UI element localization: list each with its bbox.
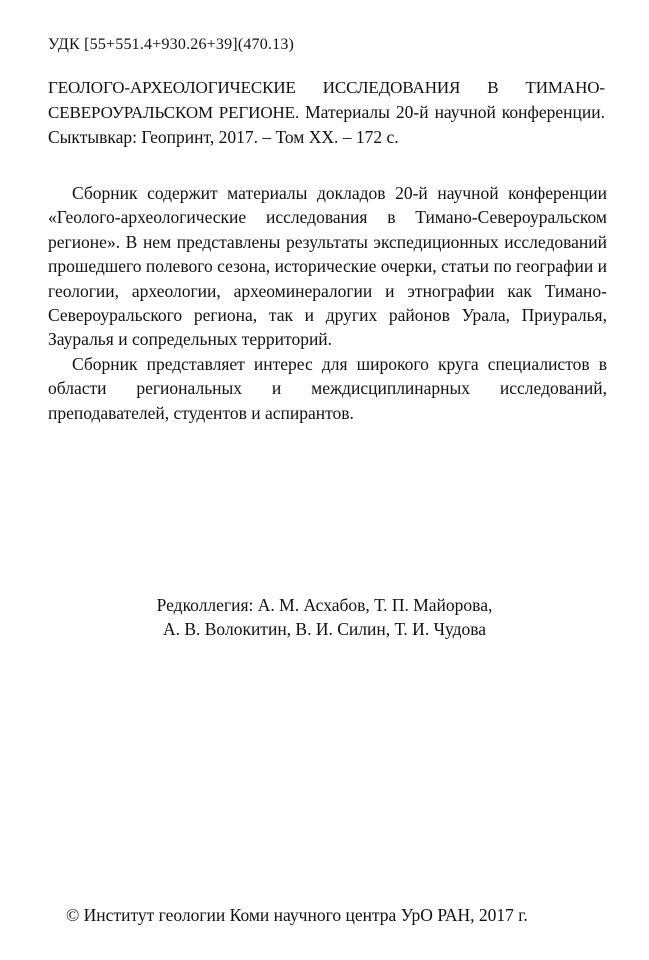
- abstract-paragraph-1: Сборник содержит материалы докладов 20-й научной конференции «Геолого-археологические исследования в Тимано-Североуральском регионе». В нем представлены результаты экспедиционных исследований прошедшего полевого сезона, исторические очерки, статьи по географии и геологии, археологии, археоминералогии и этнографии как Тимано-Североуральского региона, так и других районов Урала, Приуралья, Зауралья и сопредельных территорий.: [48, 183, 607, 350]
- abstract-paragraph-2: Сборник представляет интерес для широкого круга специалистов в области региональных и междисциплинарных исследований, преподавателей, студентов и аспирантов.: [48, 353, 607, 423]
- udc-code: УДК [55+551.4+930.26+39](470.13): [48, 36, 295, 53]
- citation-details: Материалы 20-й научной конференции. Сыктывкар: Геопринт, 2017. – Том XX. – 172 с.: [48, 102, 605, 147]
- editorial-board: [0, 593, 649, 641]
- abstract: [48, 181, 607, 425]
- citation-title: ГЕОЛОГО-АРХЕОЛОГИЧЕСКИЕ ИССЛЕДОВАНИЯ В ТИМАНО-СЕВЕРОУРАЛЬСКОМ РЕГИОНЕ.: [48, 78, 605, 122]
- editorial-board-line-2: А. В. Волокитин, В. И. Силин, Т. И. Чудова: [162, 619, 487, 639]
- editorial-board-line-1: Редколлегия: А. М. Асхабов, Т. П. Майорова,: [156, 595, 493, 615]
- bibliographic-citation: [48, 75, 605, 149]
- copyright-notice: © Институт геологии Коми научного центра УрО РАН, 2017 г.: [66, 905, 528, 925]
